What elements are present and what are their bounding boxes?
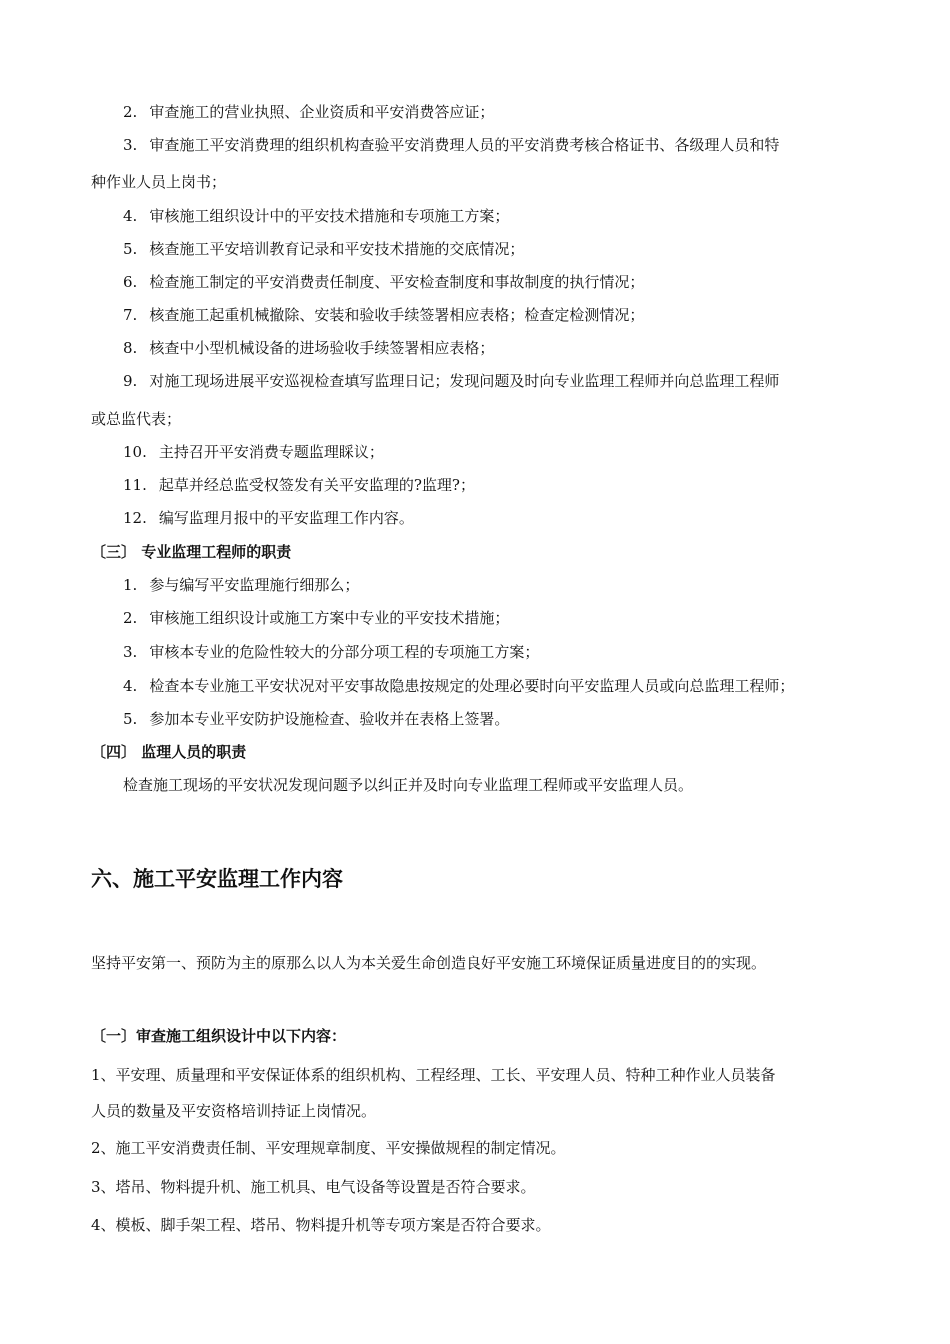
list-text: 或总监代表； [91, 410, 182, 428]
list-number: 11. [123, 476, 147, 494]
list-text: 检查施工制定的平安消费责任制度、平安检查制度和事故制度的执行情况； [149, 273, 645, 291]
list-text: 审核施工组织设计中的平安技术措施和专项施工方案； [149, 207, 510, 225]
list-item: 4、模板、脚手架工程、塔吊、物料提升机等专项方案是否符合要求。 [91, 1216, 551, 1234]
list-item: 3、塔吊、物料提升机、施工机具、电气设备等设置是否符合要求。 [91, 1178, 536, 1196]
list-item [123, 676, 794, 696]
list-text: 审核施工组织设计或施工方案中专业的平安技术措施； [149, 609, 510, 627]
list-number: 9. [123, 372, 138, 390]
list-text: 种作业人员上岗书； [91, 173, 227, 191]
list-item [123, 135, 779, 155]
paragraph: 检查施工现场的平安状况发现问题予以纠正并及时向专业监理工程师或平安监理人员。 [123, 776, 694, 794]
chapter-heading: 六、施工平安监理工作内容 [91, 866, 343, 891]
list-text: 编写监理月报中的平安监理工作内容。 [158, 509, 414, 527]
list-item [123, 371, 779, 391]
list-number: 2. [123, 103, 138, 121]
list-text: 检查本专业施工平安状况对平安事故隐患按规定的处理必要时向平安监理人员或向总监理工程师； [149, 677, 795, 695]
list-text: 参加本专业平安防护设施检查、验收并在表格上签署。 [149, 710, 510, 728]
list-text: 起草并经总监受权签发有关平安监理的?监理?； [158, 476, 475, 494]
intro-paragraph: 坚持平安第一、预防为主的原那么以人为本关爱生命创造良好平安施工环境保证质量进度目的的实现。 [91, 954, 767, 972]
section-title: 〔三〕 专业监理工程师的职责 [91, 543, 292, 561]
section-title: 〔四〕 监理人员的职责 [91, 743, 247, 761]
list-text: 对施工现场进展平安巡视检查填写监理日记；发现问题及时向专业监理工程师并向总监理工程师 [149, 372, 780, 390]
list-item [123, 709, 509, 729]
list-number: 4. [123, 677, 138, 695]
list-number: 2. [123, 609, 138, 627]
list-text: 主持召开平安消费专题监理睬议； [158, 443, 384, 461]
list-item-continuation [91, 172, 226, 192]
list-number: 6. [123, 273, 138, 291]
list-text: 审查施工的营业执照、企业资质和平安消费答应证； [149, 103, 495, 121]
list-item [123, 608, 509, 628]
list-item [123, 442, 384, 462]
list-item [123, 206, 509, 226]
list-number: 10. [123, 443, 147, 461]
list-text: 核查施工起重机械撤除、安装和验收手续签署相应表格；检查定检测情况； [149, 306, 645, 324]
list-number: 12. [123, 509, 147, 527]
list-item [123, 475, 475, 495]
list-number: 3. [123, 643, 138, 661]
list-text: 参与编写平安监理施行细那么； [149, 576, 360, 594]
list-text: 审查施工平安消费理的组织机构查验平安消费理人员的平安消费考核合格证书、各级理人员和特 [149, 136, 780, 154]
list-item [123, 239, 524, 259]
list-number: 8. [123, 339, 138, 357]
list-item-continuation: 人员的数量及平安资格培训持证上岗情况。 [91, 1102, 377, 1120]
list-item-continuation [91, 409, 181, 429]
subsection-title: 〔一〕审查施工组织设计中以下内容： [91, 1027, 347, 1045]
list-item [123, 575, 359, 595]
list-text: 核查中小型机械设备的进场验收手续签署相应表格； [149, 339, 495, 357]
list-item: 1、平安理、质量理和平安保证体系的组织机构、工程经理、工长、平安理人员、特种工种作业人员装备 [91, 1066, 776, 1084]
list-number: 3. [123, 136, 138, 154]
list-item [123, 338, 494, 358]
list-number: 7. [123, 306, 138, 324]
list-item [123, 102, 494, 122]
list-item [123, 305, 644, 325]
list-item [123, 272, 644, 292]
list-item [123, 508, 414, 528]
list-number: 5. [123, 240, 138, 258]
list-number: 4. [123, 207, 138, 225]
list-item [123, 642, 539, 662]
list-text: 核查施工平安培训教育记录和平安技术措施的交底情况； [149, 240, 525, 258]
list-text: 审核本专业的危险性较大的分部分项工程的专项施工方案； [149, 643, 540, 661]
list-number: 5. [123, 710, 138, 728]
list-number: 1. [123, 576, 138, 594]
list-item: 2、施工平安消费责任制、平安理规章制度、平安操做规程的制定情况。 [91, 1139, 566, 1157]
